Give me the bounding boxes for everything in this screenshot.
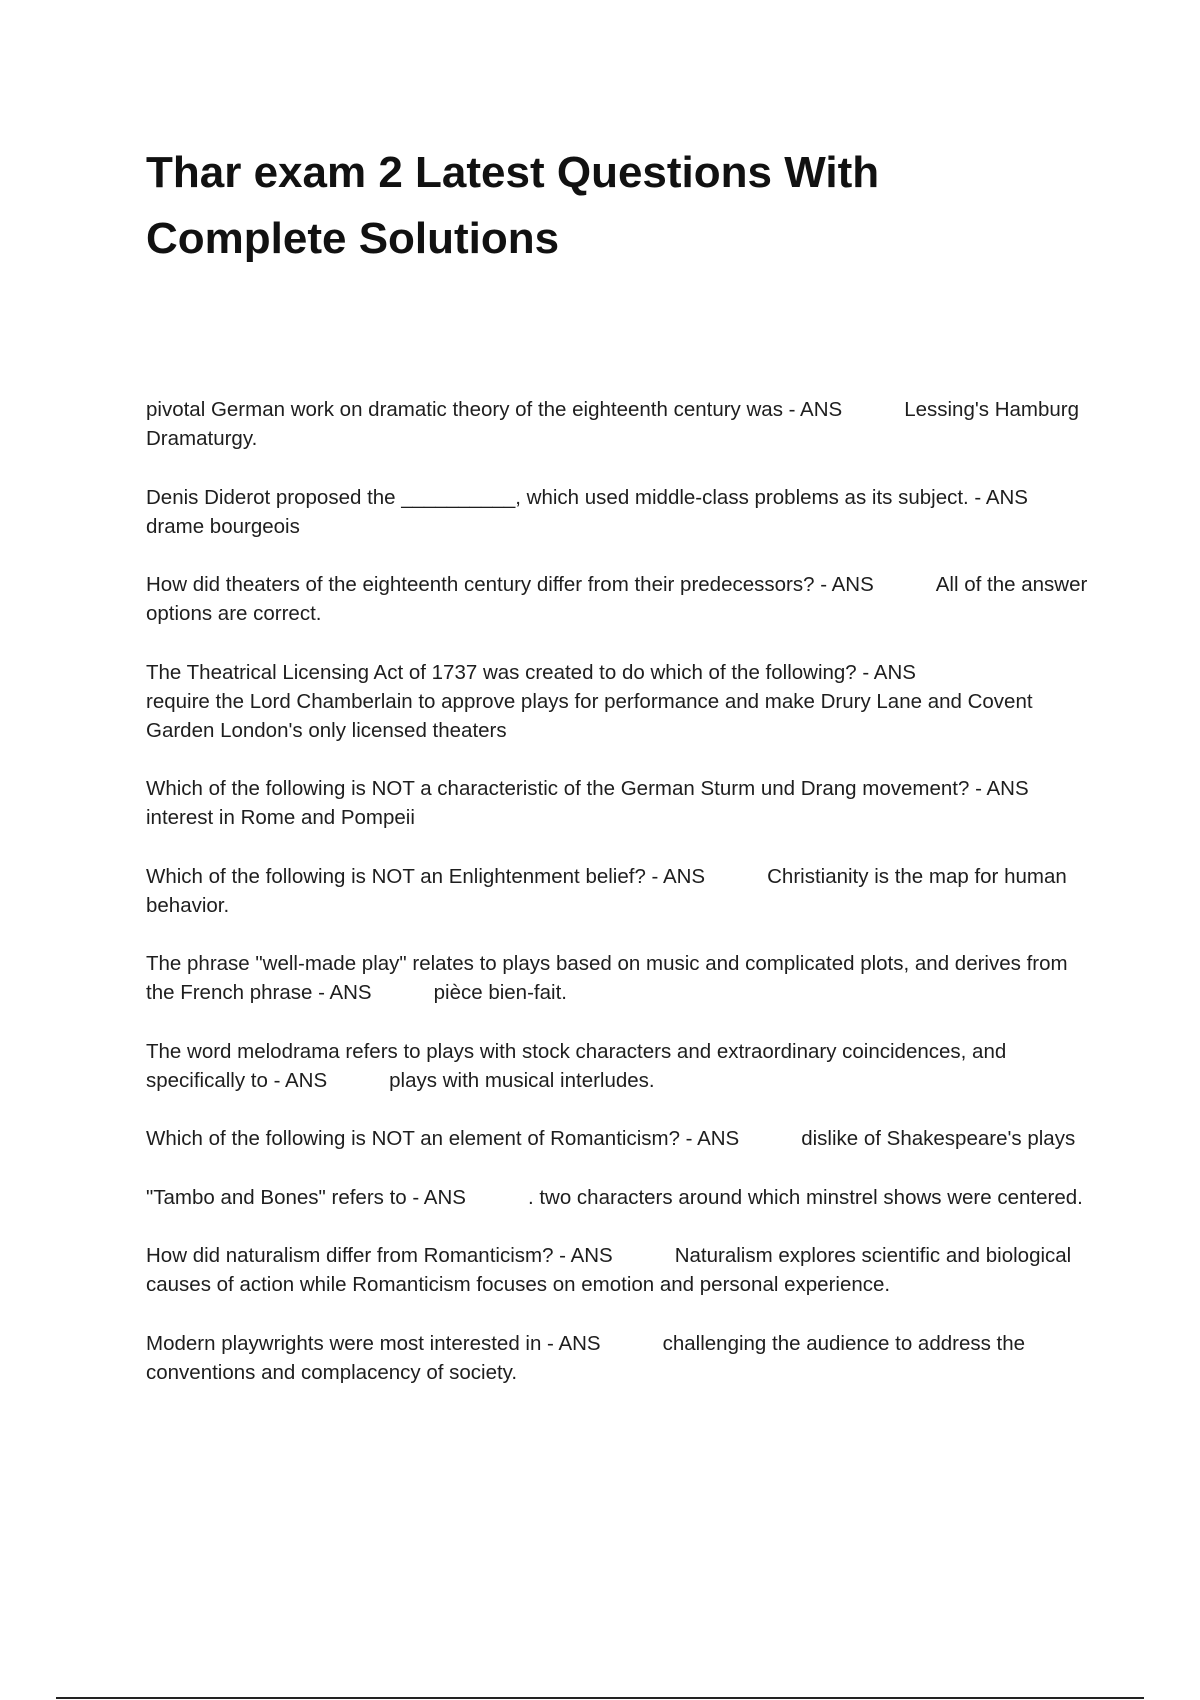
answer-text: . two characters around which minstrel shows were centered. (527, 1185, 1083, 1209)
question-text: How did naturalism differ from Romanticism? - ANS (146, 1244, 613, 1267)
answer-text: Naturalism explores scientific and biological causes of action while Romanticism focuses on emotion and personal experience. (146, 1244, 1072, 1296)
qa-item-8 (146, 1037, 1091, 1095)
qa-item-7 (146, 949, 1091, 1007)
answer-text: Lessing's Hamburg Dramaturgy. (146, 398, 1080, 450)
document-title (146, 140, 1046, 272)
answer-text: interest in Rome and Pompeii (146, 806, 415, 829)
question-text: pivotal German work on dramatic theory of the eighteenth century was - ANS (146, 398, 843, 421)
answer-text: plays with musical interludes. (389, 1068, 655, 1092)
question-text: The phrase "well-made play" relates to plays based on music and complicated plots, and derives from the French phrase - ANS (146, 952, 1068, 1004)
question-text: The Theatrical Licensing Act of 1737 was created to do which of the following? - ANS (146, 660, 916, 684)
question-text: Which of the following is NOT an Enlightenment belief? - ANS (146, 864, 706, 888)
footer-divider (56, 1697, 1144, 1699)
qa-item-10 (146, 1183, 1091, 1212)
question-text: Denis Diderot proposed the __________, which used middle-class problems as its subject. - ANS (146, 485, 1028, 509)
question-text: Modern playwrights were most interested in - ANS (146, 1331, 601, 1355)
answer-text: challenging the audience to address the conventions and complacency of society. (146, 1331, 1026, 1384)
question-text: The word melodrama refers to plays with stock characters and extraordinary coincidences, and specifically to - ANS (146, 1039, 1007, 1092)
answer-text: drame bourgeois (146, 514, 300, 538)
answer-text: pièce bien-fait. (433, 981, 567, 1004)
question-text: Which of the following is NOT an element of Romanticism? - ANS (146, 1127, 740, 1150)
qa-item-1 (146, 395, 1091, 453)
answer-text: All of the answer options are correct. (146, 573, 1088, 625)
title-line-1: Thar exam 2 Latest Questions With (146, 148, 880, 197)
qa-item-3 (146, 570, 1091, 628)
qa-item-11 (146, 1241, 1091, 1299)
question-text: Which of the following is NOT a characteristic of the German Sturm und Drang movement? - ANS (146, 777, 1029, 800)
answer-text: dislike of Shakespeare's plays (801, 1127, 1076, 1150)
question-text: How did theaters of the eighteenth century differ from their predecessors? - ANS (146, 573, 874, 596)
qa-item-2 (146, 483, 1091, 541)
answer-text: Christianity is the map for human behavior. (146, 864, 1067, 917)
qa-item-6 (146, 862, 1091, 920)
qa-item-9 (146, 1124, 1091, 1153)
question-text: "Tambo and Bones" refers to - ANS (146, 1185, 466, 1209)
qa-item-5 (146, 774, 1091, 832)
question-answer-list (146, 395, 1091, 1416)
qa-item-12 (146, 1329, 1091, 1387)
qa-item-4 (146, 658, 1091, 745)
title-line-2: Complete Solutions (146, 214, 560, 263)
answer-text: require the Lord Chamberlain to approve plays for performance and make Drury Lane and Covent Garden London's only licensed theaters (146, 689, 1033, 742)
